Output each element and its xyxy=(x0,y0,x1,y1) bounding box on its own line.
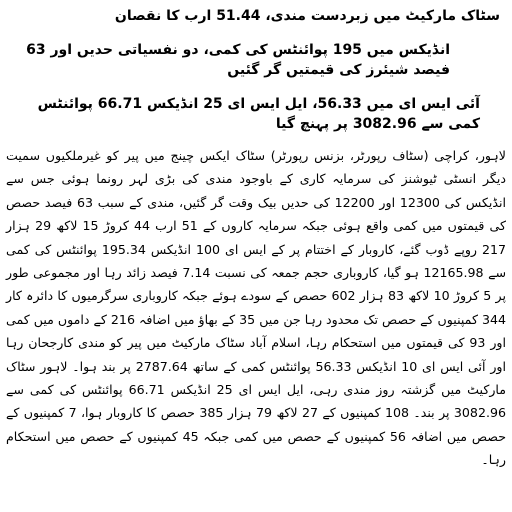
article-body: لاہور، کراچی (سٹاف رپورٹر، بزنس رپورٹر) سٹاک ایکس چینج میں پیر کو غیرملکیوں سمیت دیگر انسٹی ٹیوشنز کی سرمایہ کاری کے باوجود مندی کی بڑی لہر رونما ہوئی جس سے انڈیکس کی 12300 اور 12200 کی حدیں بیک وقت گر گئیں، مندی کے سبب 63 فیصد حصص کی قیمتوں میں کمی واقع ہوئی جبکہ سرمایہ کاروں کے 51 ارب 44 کروڑ 15 لاکھ 29 ہزار 217 روپے ڈوب گئے، کاروبار کے اختتام پر کے ایس ای 100 انڈیکس 195.34 پوائنٹس کی کمی سے 12165.98 ہو گیا، کاروباری حجم جمعہ کی نسبت 7.14 فیصد زائد رہا اور مجموعی طور پر 5 کروڑ 10 لاکھ 83 ہزار 602 حصص کے سودے ہوئے جبکہ کاروباری سرگرمیوں کا دائرہ کار 344 کمپنیوں کے حصص تک محدود رہا جن میں 35 کے بھاؤ میں اضافہ 216 کے داموں میں کمی اور 93 کی قیمتوں میں استحکام رہا، اسلام آباد سٹاک مارکیٹ میں پیر کو مندی کارجحان رہا اور آئی ایس ای 10 انڈیکس 56.33 پوائنٹس کمی کے ساتھ 2787.64 پر بند ہوا۔ لاہور سٹاک مارکیٹ میں گزشتہ روز مندی رہی، ایل ایس ای 25 انڈیکس 66.71 پوائنٹس کی کمی سے 3082.96 پر بند۔ 108 کمپنیوں کے 27 لاکھ 79 ہزار 385 حصص کا کاروبار ہوا، 7 کمپنیوں کے حصص میں اضافہ 56 کمپنیوں کے حصص میں کمی جبکہ 45 کمپنیوں کے حصص میں استحکام رہا۔ xyxy=(6,148,507,468)
headline: سٹاک مارکیٹ میں زبردست مندی، 51.44 ارب کا نقصان xyxy=(114,8,500,24)
subheadline: انڈیکس میں 195 پوائنٹس کی کمی، دو نفسیاتی حدیں اور 63 فیصد شیئرز کی قیمتیں گر گئیں xyxy=(26,42,450,78)
subheadline-second: آئی ایس ای میں 56.33، ایل ایس ای 25 انڈیکس 66.71 پوائنٹس کمی سے 3082.96 پر پہنچ گیا xyxy=(37,96,480,132)
news-clipping xyxy=(4,0,508,472)
